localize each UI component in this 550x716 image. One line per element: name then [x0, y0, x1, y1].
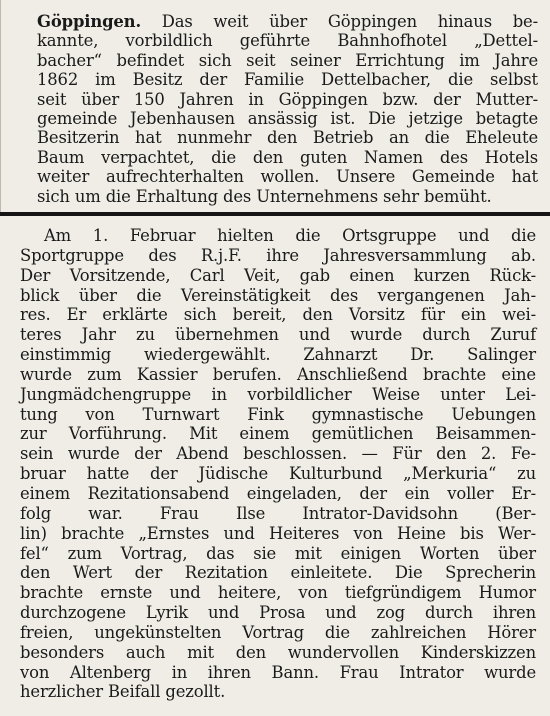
place-name: Göppingen. [37, 12, 142, 31]
text-line: blick über die Vereinstätigkeit des vergangenen Jah- [20, 285, 536, 305]
text-line: freien, ungekünstelten Vortrag die zahlreichen Hörer [20, 622, 536, 642]
text-line: besonders auch mit den wundervollen Kinderskizzen [20, 642, 536, 662]
clipping-goeppingen [0, 0, 550, 214]
text-line: res. Er erklärte sich bereit, den Vorsitz für ein wei- [20, 305, 536, 325]
text-line: Sportgruppe des R.j.F. ihre Jahresversammlung ab. [20, 245, 536, 265]
text-line: gemeinde Jebenhausen ansässig ist. Die jetzige betagte [37, 108, 538, 128]
text-line: kannte, vorbildlich geführte Bahnhofhotel „Dettel- [37, 31, 538, 51]
text-line: fel“ zum Vortrag, das sie mit einigen Worten über [20, 543, 536, 563]
text-line: tung von Turnwart Fink gymnastische Uebungen [20, 404, 536, 424]
clipping-ortsgruppe [0, 216, 550, 716]
text-line: einem Rezitationsabend eingeladen, der ein voller Er- [20, 483, 536, 503]
text-line: zur Vorführung. Mit einem gemütlichen Beisammen- [20, 424, 536, 444]
text-line: wurde zum Kassier berufen. Anschließend brachte eine [20, 364, 536, 384]
text-line: brachte ernste und heitere, von tiefgründigem Humor [20, 583, 536, 603]
text-line: Jungmädchengruppe in vorbildlicher Weise unter Lei- [20, 384, 536, 404]
text-line: durchzogene Lyrik und Prosa und zog durch ihren [20, 603, 536, 623]
text-line: sein wurde der Abend beschlossen. — Für den 2. Fe- [20, 444, 536, 464]
text-line: weiter aufrechterhalten wollen. Unsere Gemeinde hat [37, 167, 538, 187]
text-line: den Wert der Rezitation einleitete. Die Sprecherin [20, 563, 536, 583]
text-line: seit über 150 Jahren in Göppingen bzw. der Mutter- [37, 89, 538, 109]
text-line: einstimmig wiedergewählt. Zahnarzt Dr. Salinger [20, 345, 536, 365]
text-line: Göppingen. Das weit über Göppingen hinaus be- [37, 12, 538, 31]
text-line: bruar hatte der Jüdische Kulturbund „Merkuria“ zu [20, 464, 536, 484]
text-line: Besitzerin hat nunmehr den Betrieb an die Eheleute [37, 128, 538, 148]
text-line: teres Jahr zu übernehmen und wurde durch Zuruf [20, 325, 536, 345]
text-line: bacher“ befindet sich seit seiner Errichtung im Jahre [37, 50, 538, 70]
text-line: Der Vorsitzende, Carl Veit, gab einen kurzen Rück- [20, 265, 536, 285]
text-line: Am 1. Februar hielten die Ortsgruppe und die [44, 226, 536, 245]
text-line: Baum verpachtet, die den guten Namen des Hotels [37, 147, 538, 167]
text-line: herzlicher Beifall gezollt. [20, 682, 226, 702]
text-line: von Altenberg in ihren Bann. Frau Intrator wurde [20, 662, 536, 682]
text-line: lin) brachte „Ernstes und Heiteres von Heine bis Wer- [20, 523, 536, 543]
text-line: folg war. Frau Ilse Intrator-Davidsohn (Ber- [20, 503, 536, 523]
text-line: sich um die Erhaltung des Unternehmens sehr bemüht. [37, 186, 492, 206]
text-line: 1862 im Besitz der Familie Dettelbacher, die selbst [37, 70, 538, 90]
